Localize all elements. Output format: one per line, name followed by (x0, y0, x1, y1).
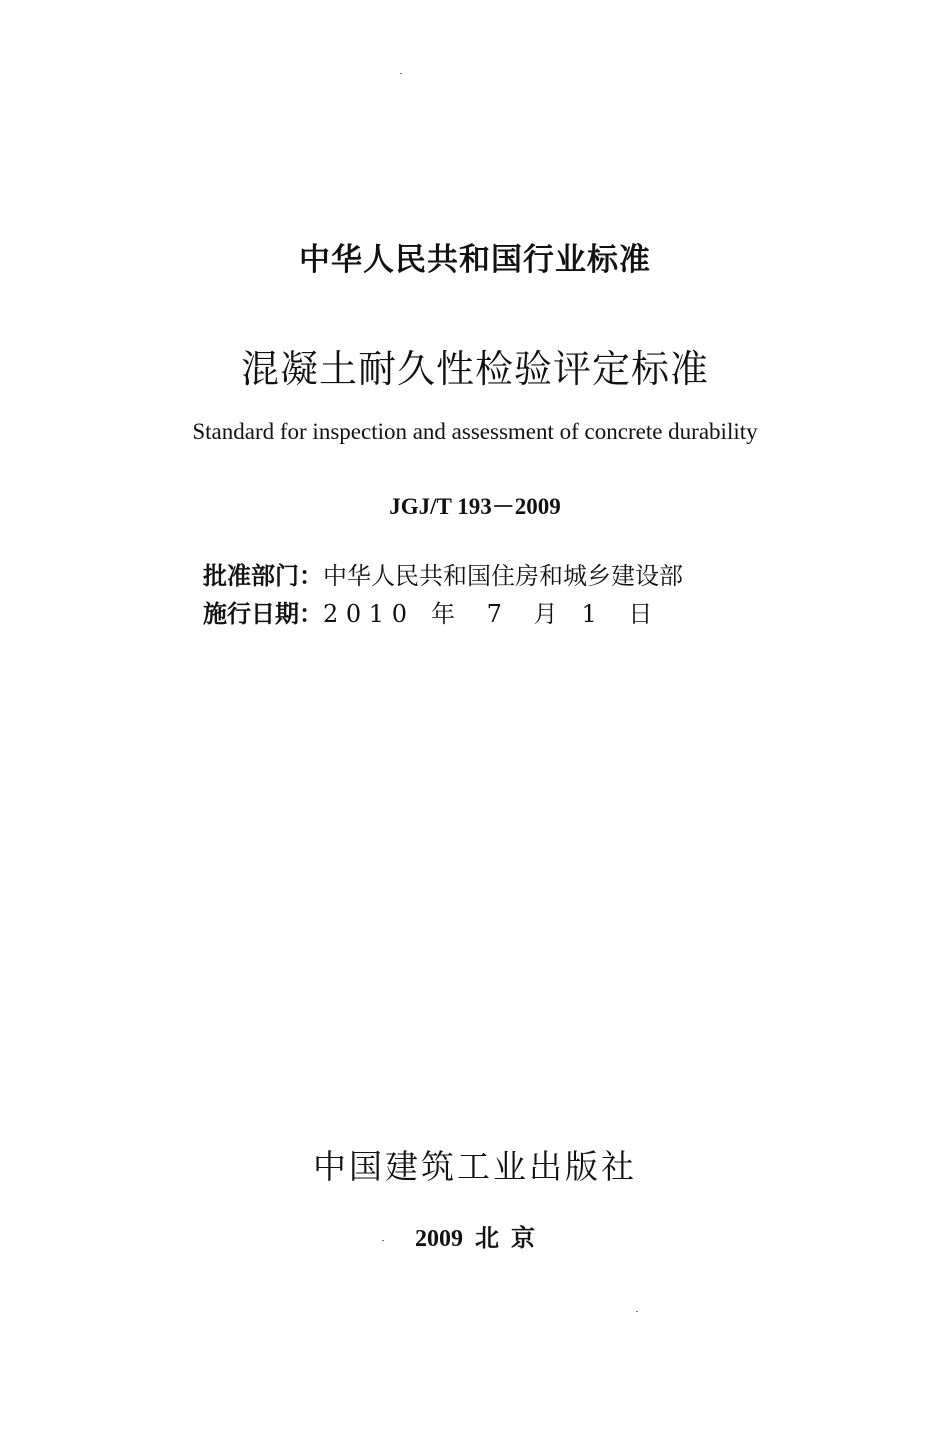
english-title: Standard for inspection and assessment of concrete durability (192, 419, 758, 444)
scan-speck (382, 1240, 384, 1241)
effective-date-row (203, 594, 652, 629)
chinese-title: 混凝土耐久性检验评定标准 (240, 347, 709, 391)
publication-year-place: 2009 北 京 (415, 1226, 535, 1252)
standard-code: JGJ/T 193－2009 (389, 494, 561, 519)
approval-label: 批准部门： (203, 562, 323, 590)
approval-row (203, 556, 683, 591)
scan-speck (636, 1311, 638, 1312)
effective-date-label: 施行日期： (203, 600, 323, 628)
scan-speck (400, 73, 402, 74)
publisher-name: 中国建筑工业出版社 (313, 1147, 637, 1186)
approval-value: 中华人民共和国住房和城乡建设部 (323, 562, 683, 590)
industry-standard-label: 中华人民共和国行业标准 (299, 242, 651, 278)
effective-date-value: 2 0 1 0 年 7 月 1 日 (323, 600, 653, 628)
